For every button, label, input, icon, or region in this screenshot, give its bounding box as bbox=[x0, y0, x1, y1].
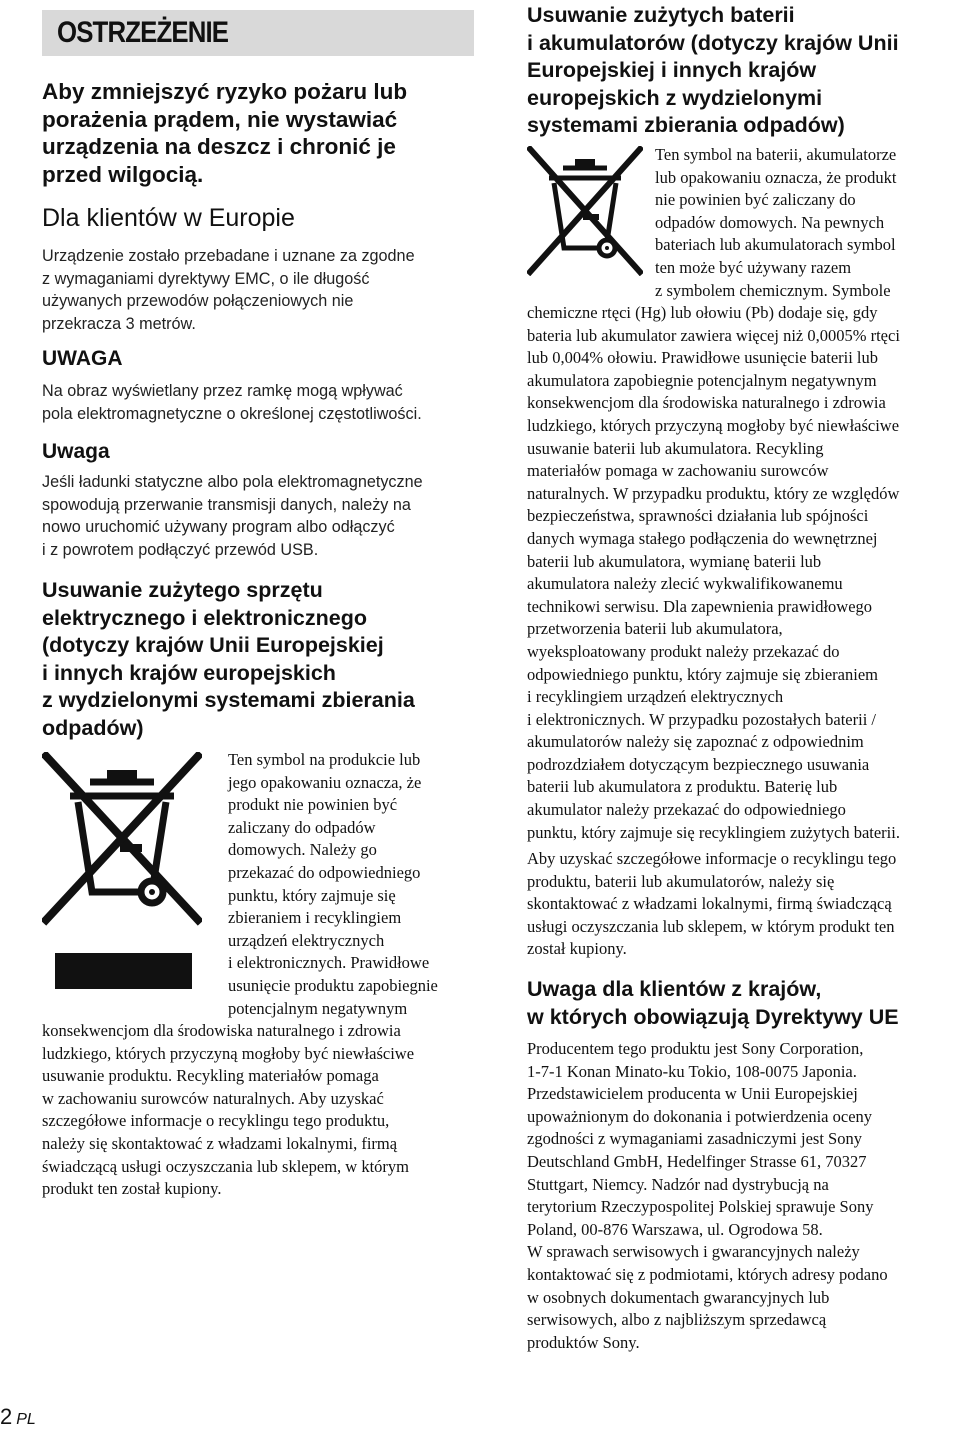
uwaga-caps-heading: UWAGA bbox=[42, 347, 123, 370]
page-number bbox=[0, 1404, 36, 1430]
disposal-batteries-heading: Usuwanie zużytych baterii i akumulatorów (dotyczy krajów Unii Europejskiej i innych krajów europejskich z wydzielonymi systemami zbierania odpadów) bbox=[527, 3, 899, 137]
recycling-info: Aby uzyskać szczegółowe informacje o recyklingu tego produktu, baterii lub akumulatorów, należy się skontaktować z władzami lokalnymi, firmą świadczącą usługi oczyszczania lub sklepem, w którym produkt ten został kupiony. bbox=[527, 849, 897, 959]
uwaga-body: Jeśli ładunki statyczne albo pola elektromagnetyczne spowodują przerwanie transmisji danych, należy na nowo uruchomić używany program albo odłączyć i z powrotem podłączyć przewód USB. bbox=[42, 473, 423, 559]
uwaga-heading: Uwaga bbox=[42, 440, 110, 463]
page-number-value: 2 bbox=[0, 1404, 13, 1429]
europe-heading: Dla klientów w Europie bbox=[42, 204, 295, 232]
black-bar bbox=[55, 953, 192, 989]
crossed-out-battery-bin-icon bbox=[527, 146, 643, 276]
crossed-out-bin-icon bbox=[42, 752, 202, 927]
eu-notice-body: Producentem tego produktu jest Sony Corporation, 1-7-1 Konan Minato-ku Tokio, 108-0075 Japonia. Przedstawicielem producenta w Unii Europejskiej upoważnionym do dokonania i potwierdzenia oceny zgodności z wymaganiami zasadniczymi jest Sony Deutschland GmbH, Hedelfinger Strasse 61, 70327 Stuttgart, Niemcy. Nadzór nad dystrybucją na terytorium Rzeczypospolitej Polskiej sprawuje Sony Poland, 00-876 Warszawa, ul. Ogrodowa 58. W sprawach serwisowych i gwarancyjnych należy kontaktować się z podmiotami, których adresy podano w osobnych dokumentach gwarancyjnych lub serwisowych, albo z najbliższym sprzedawcą produktów Sony. bbox=[527, 1039, 888, 1352]
disposal-equipment-heading: Usuwanie zużytego sprzętu elektrycznego i elektronicznego (dotyczy krajów Unii Europejskiej i innych krajów europejskich z wydzielonymi systemami zbierania odpadów) bbox=[42, 578, 415, 740]
disposal-equipment-side-text: Ten symbol na produkcie lub jego opakowaniu oznacza, że produkt nie powinien być zaliczany do odpadów domowych. Należy go przekazać do odpowiedniego punktu, który zajmuje się zbieraniem i recyklingiem urządzeń elektrycznych i elektronicznych. Prawidłowe usunięcie produktu zapobiegnie potencjalnym negatywnym bbox=[228, 750, 438, 1018]
disposal-equipment-continued: konsekwencjom dla środowiska naturalnego i zdrowia ludzkiego, których przyczyną mogłoby być niewłaściwe usuwanie produktu. Recykling materiałów pomaga w zachowaniu surowców naturalnych. Aby uzyskać szczegółowe informacje o recyklingu tego produktu, należy się skontaktować z władzami lokalnymi, firmą świadczącą usługi oczyszczania lub sklepem, w którym produkt ten został kupiony. bbox=[42, 1021, 415, 1199]
europe-body: Urządzenie zostało przebadane i uznane za zgodne z wymaganiami dyrektywy EMC, o ile długość używanych przewodów połączeniowych nie przekracza 3 metrów. bbox=[42, 247, 415, 333]
disposal-batteries-continued: chemiczne rtęci (Hg) lub ołowiu (Pb) dodaje się, gdy bateria lub akumulator zawiera więcej niż 0,0005% rtęci lub 0,004% ołowiu. Prawidłowe usunięcie baterii lub akumulatora zapobiegnie potencjalnym negatywnym konsekwencjom dla środowiska naturalnego i zdrowia ludzkiego, których przyczyną mogłoby być niewłaściwe usuwanie baterii lub akumulatora. Recykling materiałów pomaga w zachowaniu surowców naturalnych. W przypadku produktu, który ze względów bezpieczeństwa, sprawności działania lub spójności danych wymaga stałego podłączenia do wewnętrznej baterii lub akumulatora, wymianę baterii lub akumulatora należy zlecić wykwalifikowanemu technikowi serwisu. Dla zapewnienia prawidłowego przetworzenia baterii lub akumulatora, wyeksploatowany produkt należy przekazać do odpowiedniego punktu, który zajmuje się zbieraniem i recyklingiem urządzeń elektrycznych i elektronicznych. W przypadku pozostałych baterii / akumulatorów należy się zapoznać z odpowiednim podrozdziałem dotyczącym bezpiecznego usuwania baterii lub akumulatora z produktu. Baterię lub akumulator należy przekazać do odpowiedniego punktu, który zajmuje się recyklingiem zużytych baterii. bbox=[527, 303, 900, 842]
eu-notice-heading: Uwaga dla klientów z krajów, w których obowiązują Dyrektywy UE bbox=[527, 977, 899, 1029]
disposal-batteries-side-text: Ten symbol na baterii, akumulatorze lub opakowaniu oznacza, że produkt nie powinien być zaliczany do odpadów domowych. Na pewnych bateriach lub akumulatorach symbol ten może być używany razem z symbolem chemicznym. Symbole bbox=[655, 145, 897, 300]
warning-title: OSTRZEŻENIE bbox=[57, 16, 229, 49]
language-code: PL bbox=[16, 1411, 36, 1428]
uwaga-caps-body: Na obraz wyświetlany przez ramkę mogą wpływać pola elektromagnetyczne o określonej częstotliwości. bbox=[42, 382, 422, 423]
warning-lead: Aby zmniejszyć ryzyko pożaru lub porażenia prądem, nie wystawiać urządzenia na deszcz i chronić je przed wilgocią. bbox=[42, 79, 408, 187]
